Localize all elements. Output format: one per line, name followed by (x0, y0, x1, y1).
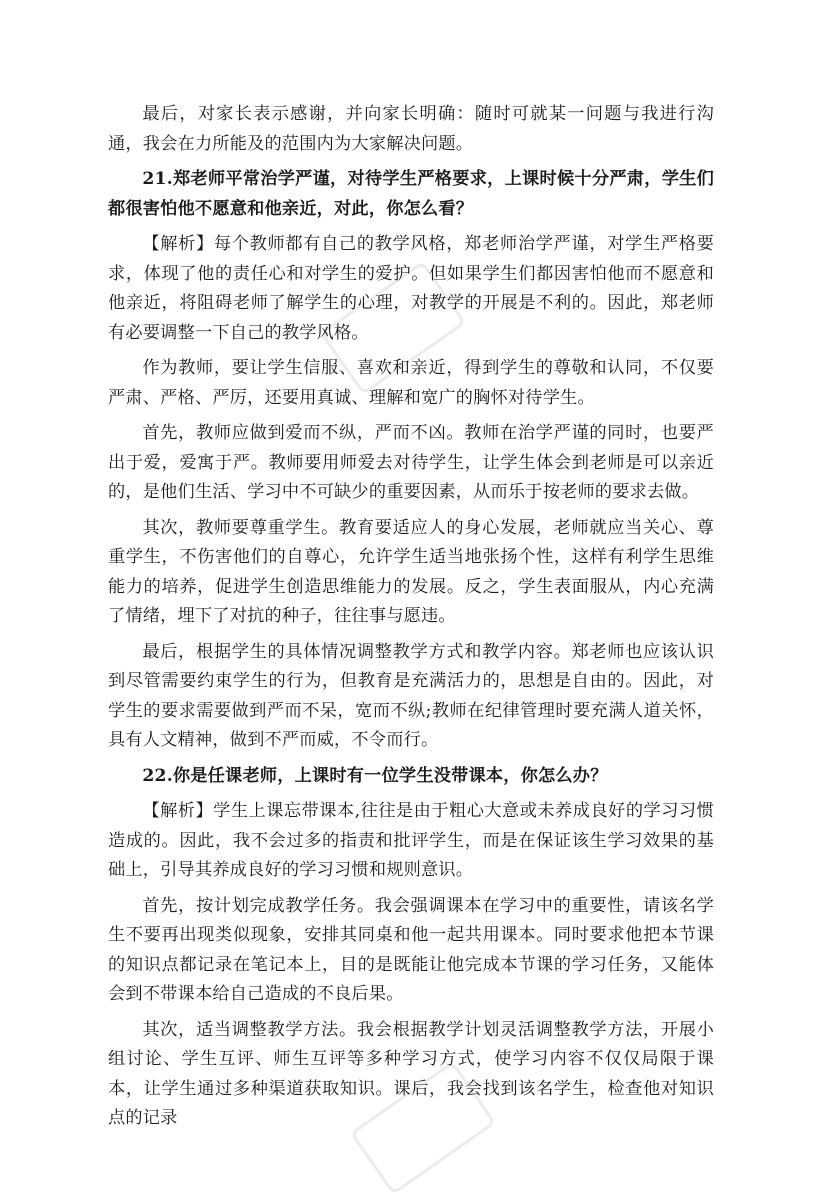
paragraph-second-point (108, 514, 714, 632)
question-21-heading (108, 165, 714, 224)
document-body (108, 100, 714, 1134)
paragraph-text: 最后，对家长表示感谢，并向家长明确：随时可就某一问题与我进行沟通，我会在力所能及的范围内为大家解决问题。 (108, 104, 714, 154)
analysis-22-intro (108, 797, 714, 886)
paragraph-first-point (108, 419, 714, 508)
question-text: 22.你是任课老师，上课时有一位学生没带课本，你怎么办？ (142, 765, 608, 786)
question-22-heading (108, 762, 714, 792)
analysis-tag: 【解析】 (142, 234, 214, 254)
paragraph-22-second (108, 1016, 714, 1134)
paragraph-text: 其次，适当调整教学方法。我会根据教学计划灵活调整教学方法，开展小组讨论、学生互评、师生互评等多种学习方式，使学习内容不仅仅局限于课本，让学生通过多种渠道获取知识。课后，我会找到该名学生，检查他对知识点的记录 (108, 1019, 714, 1128)
analysis-21-intro (108, 230, 714, 348)
paragraph-text: 最后，根据学生的具体情况调整教学方式和教学内容。郑老师也应该认识到尽管需要约束学生的行为，但教育是充满活力的，思想是自由的。因此，对学生的要求需要做到严而不呆，宽而不纵;教师在纪律管理时要充满人道关怀，具有人文精神，做到不严而威，不令而行。 (108, 641, 714, 750)
paragraph-closing-thanks (108, 100, 714, 159)
paragraph-text: 学生上课忘带课本,往往是由于粗心大意或未养成良好的学习习惯造成的。因此，我不会过多的指责和批评学生，而是在保证该生学习效果的基础上，引导其养成良好的学习习惯和规则意识。 (108, 801, 714, 880)
analysis-tag: 【解析】 (142, 801, 214, 821)
paragraph-last-point (108, 638, 714, 756)
paragraph-text: 首先，教师应做到爱而不纵，严而不凶。教师在治学严谨的同时，也要严出于爱，爱寓于严。教师要用师爱去对待学生，让学生体会到老师是可以亲近的，是他们生活、学习中不可缺少的重要因素，从而乐于按老师的要求去做。 (108, 423, 714, 502)
question-text: 21.郑老师平常治学严谨，对待学生严格要求，上课时候十分严肃，学生们都很害怕他不愿意和他亲近，对此，你怎么看？ (108, 169, 714, 219)
paragraph-text: 其次，教师要尊重学生。教育要适应人的身心发展，老师就应当关心、尊重学生，不伤害他们的自尊心，允许学生适当地张扬个性，这样有利学生思维能力的培养，促进学生创造思维能力的发展。反之，学生表面服从，内心充满了情绪，埋下了对抗的种子，往往事与愿违。 (108, 517, 714, 626)
paragraph-text: 每个教师都有自己的教学风格，郑老师治学严谨，对学生严格要求，体现了他的责任心和对学生的爱护。但如果学生们都因害怕他而不愿意和他亲近，将阻碍老师了解学生的心理，对教学的开展是不利的。因此，郑老师有必要调整一下自己的教学风格。 (108, 234, 714, 343)
paragraph-text: 作为教师，要让学生信服、喜欢和亲近，得到学生的尊敬和认同，不仅要严肃、严格、严厉，还要用真诚、理解和宽广的胸怀对待学生。 (108, 358, 714, 408)
paragraph-22-first (108, 892, 714, 1010)
paragraph-text: 首先，按计划完成教学任务。我会强调课本在学习中的重要性，请该名学生不要再出现类似现象，安排其同桌和他一起共用课本。同时要求他把本节课的知识点都记录在笔记本上，目的是既能让他完成本节课的学习任务，又能体会到不带课本给自己造成的不良后果。 (108, 895, 714, 1004)
paragraph-teacher-role (108, 354, 714, 413)
